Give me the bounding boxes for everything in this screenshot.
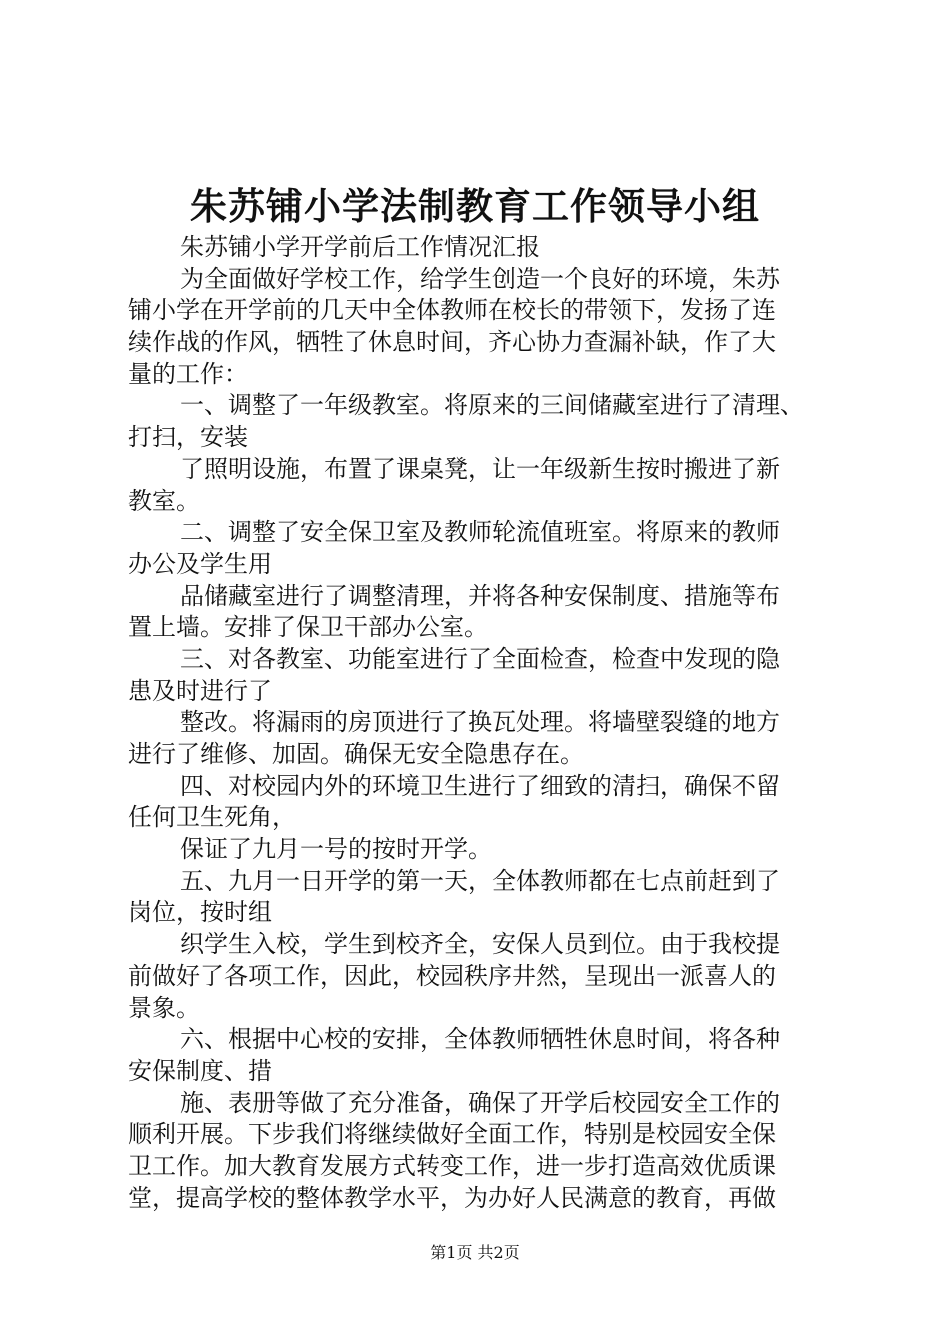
text-line: 前做好了各项工作，因此，校园秩序井然，呈现出一派喜人的	[128, 961, 776, 990]
text-line: 顺利开展。下步我们将继续做好全面工作，特别是校园安全保	[128, 1120, 776, 1149]
text-line: 进行了维修、加固。确保无安全隐患存在。	[128, 740, 584, 768]
text-line: 为全面做好学校工作，给学生创造一个良好的环境，朱苏	[180, 264, 780, 293]
text-line: 续作战的作风，牺牲了休息时间，齐心协力查漏补缺，作了大	[128, 328, 776, 357]
text-line: 患及时进行了	[128, 676, 272, 705]
text-line: 四、对校园内外的环境卫生进行了细致的清扫，确保不留	[180, 771, 780, 800]
text-line: 量的工作：	[128, 359, 248, 388]
document-body	[128, 232, 838, 1214]
text-line: 朱苏铺小学开学前后工作情况汇报	[180, 233, 540, 261]
text-line: 打扫，安装	[128, 423, 248, 452]
text-line: 卫工作。加大教育发展方式转变工作，进一步打造高效优质课	[128, 1151, 776, 1180]
text-line: 景象。	[128, 993, 200, 1022]
text-line: 办公及学生用	[128, 549, 272, 578]
document-title: 朱苏铺小学法制教育工作领导小组	[190, 184, 760, 228]
text-line: 任何卫生死角，	[128, 803, 296, 832]
text-line: 三、对各教室、功能室进行了全面检查，检查中发现的隐	[180, 644, 780, 673]
text-line: 整改。将漏雨的房顶进行了换瓦处理。将墙壁裂缝的地方	[180, 708, 780, 737]
text-line: 一、调整了一年级教室。将原来的三间储藏室进行了清理、	[180, 391, 804, 420]
text-line: 了照明设施，布置了课桌凳，让一年级新生按时搬进了新	[180, 454, 780, 483]
page-footer: 第1页 共2页	[430, 1243, 520, 1262]
text-line: 五、九月一日开学的第一天，全体教师都在七点前赶到了	[180, 866, 780, 895]
text-line: 保证了九月一号的按时开学。	[180, 835, 492, 864]
text-line: 施、表册等做了充分准备，确保了开学后校园安全工作的	[180, 1088, 780, 1117]
text-line: 教室。	[128, 486, 200, 515]
text-line: 织学生入校，学生到校齐全，安保人员到位。由于我校提	[180, 930, 780, 959]
text-line: 岗位，按时组	[128, 898, 272, 927]
text-line: 堂，提高学校的整体教学水平，为办好人民满意的教育，再做	[128, 1183, 776, 1212]
text-line: 铺小学在开学前的几天中全体教师在校长的带领下，发扬了连	[128, 296, 776, 325]
text-line: 品储藏室进行了调整清理，并将各种安保制度、措施等布	[180, 581, 780, 610]
text-line: 二、调整了安全保卫室及教师轮流值班室。将原来的教师	[180, 518, 780, 547]
text-line: 安保制度、措	[128, 1056, 272, 1085]
text-line: 置上墙。安排了保卫干部办公室。	[128, 613, 488, 642]
text-line: 六、根据中心校的安排，全体教师牺牲休息时间，将各种	[180, 1025, 780, 1054]
